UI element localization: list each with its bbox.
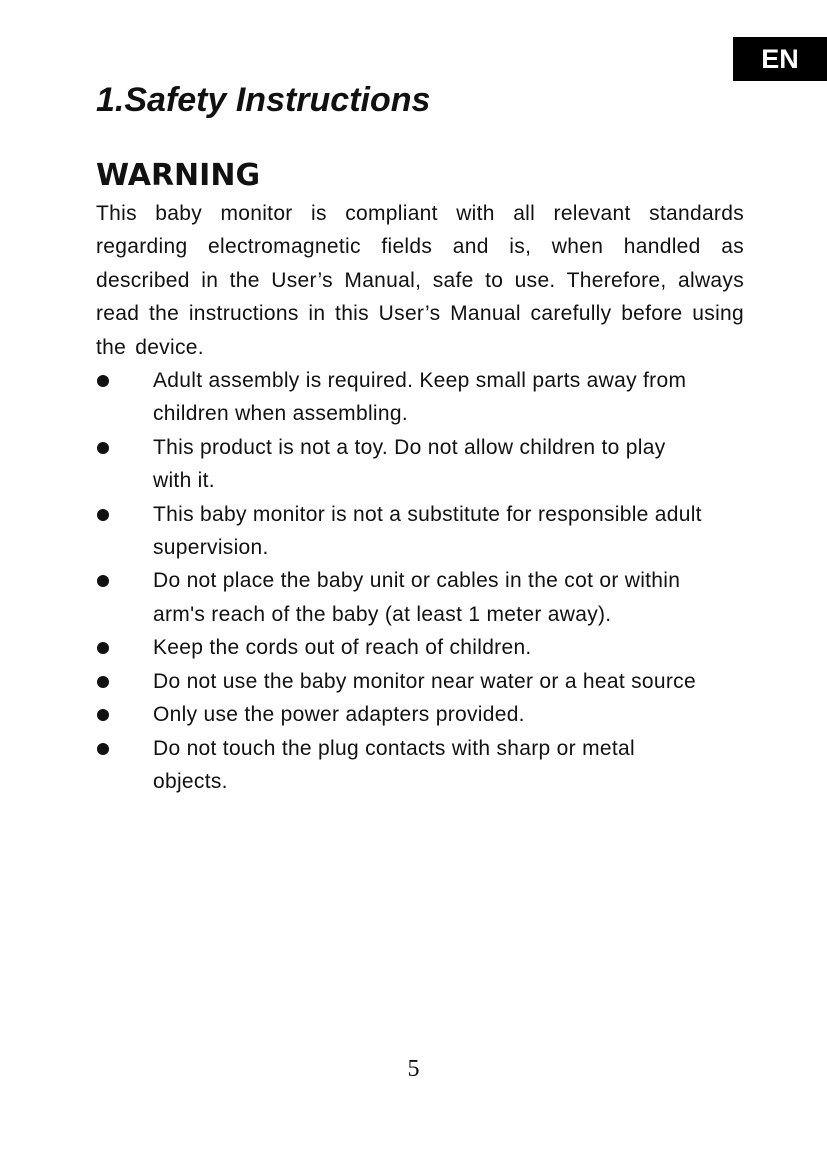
list-item: [96, 631, 744, 664]
list-item: [96, 498, 744, 565]
bullet-dot-icon: [97, 575, 109, 587]
list-item-text: This baby monitor is not a substitute for responsible adult supervision.: [153, 502, 702, 560]
bullet-dot-icon: [97, 709, 109, 721]
bullet-dot-icon: [97, 642, 109, 654]
language-badge: EN: [733, 37, 827, 81]
bullet-dot-icon: [97, 743, 109, 755]
list-item: [96, 732, 744, 799]
list-item-text: Only use the power adapters provided.: [153, 703, 525, 727]
list-item-text: Do not use the baby monitor near water or a heat source: [153, 669, 696, 693]
list-item: [96, 564, 744, 631]
warning-body: [96, 197, 744, 798]
section-title: 1.Safety Instructions: [96, 81, 431, 119]
bullet-dot-icon: [97, 442, 109, 454]
warning-heading: WARNING: [96, 158, 261, 193]
list-item-text: Adult assembly is required. Keep small parts away from children when assembling.: [153, 369, 687, 426]
list-item: [96, 698, 744, 731]
list-item: [96, 364, 744, 431]
bullet-dot-icon: [97, 509, 109, 521]
intro-paragraph: This baby monitor is compliant with all relevant standards regarding electromagnetic fields and is, when handled as described in the User’s Manual, safe to use. Therefore, always read the instructions in this User’s Manual carefully before using the device.: [96, 202, 744, 359]
list-item-text: This product is not a toy. Do not allow children to play with it.: [153, 435, 666, 493]
list-item: [96, 431, 744, 498]
page-number: 5: [407, 1056, 420, 1082]
list-item-text: Keep the cords out of reach of children.: [153, 636, 532, 660]
list-item: [96, 665, 744, 698]
bullet-dot-icon: [97, 375, 109, 387]
bullet-dot-icon: [97, 676, 109, 688]
list-item-text: Do not touch the plug contacts with sharp or metal objects.: [153, 736, 635, 793]
safety-bullet-list: [96, 364, 744, 798]
list-item-text: Do not place the baby unit or cables in the cot or within arm's reach of the baby (at least 1 meter away).: [153, 569, 681, 626]
